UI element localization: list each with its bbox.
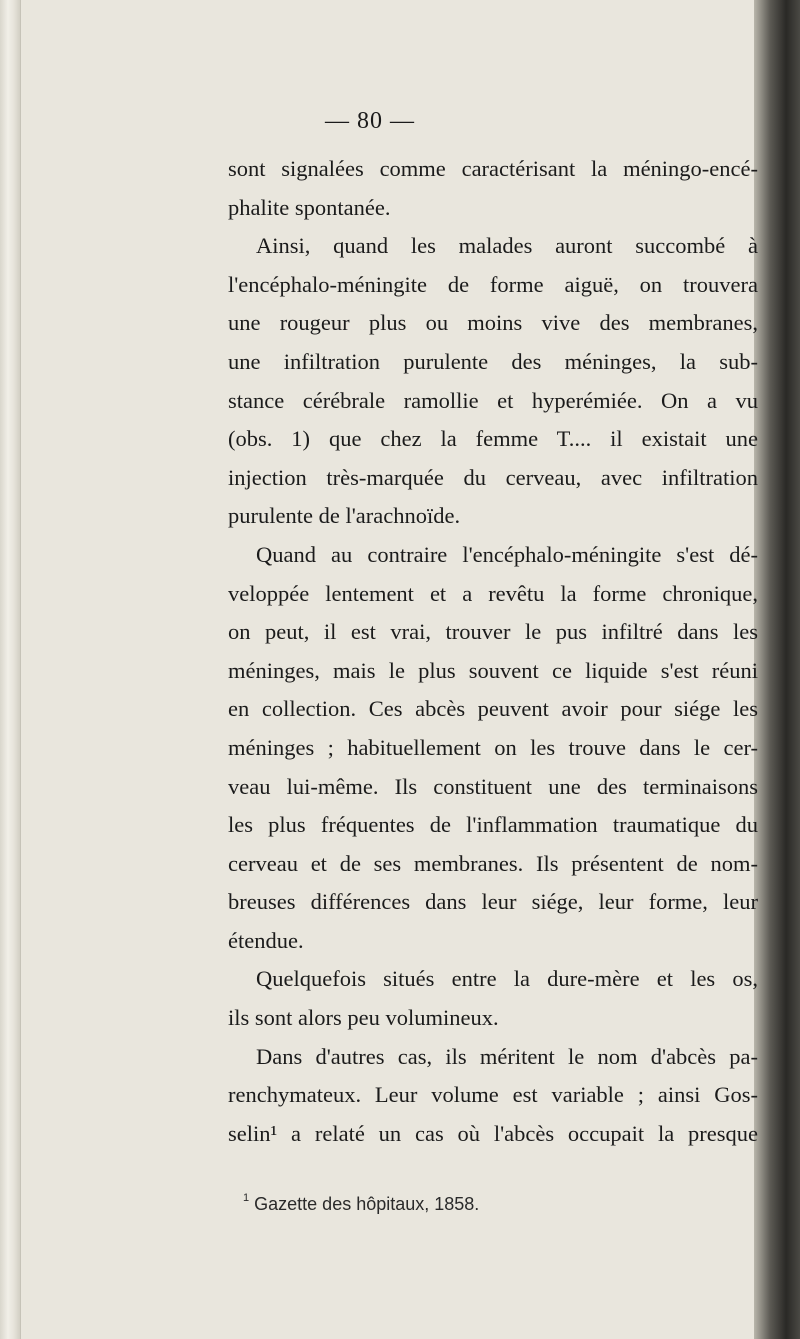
text-line: méninges ; habituellement on les trouve dans le cer- bbox=[228, 734, 758, 760]
text-line: Ainsi, quand les malades auront succombé à bbox=[256, 233, 758, 259]
text-line: breuses différences dans leur siége, leur forme, leur bbox=[228, 889, 758, 915]
right-book-edge bbox=[754, 0, 800, 1339]
text-line: Quelquefois situés entre la dure-mère et les os, bbox=[256, 966, 758, 992]
text-line: en collection. Ces abcès peuvent avoir pour siége les bbox=[228, 696, 758, 722]
text-line: méninges, mais le plus souvent ce liquide s'est réuni bbox=[228, 657, 758, 683]
body-text bbox=[228, 150, 758, 1153]
text-line: (obs. 1) que chez la femme T.... il existait une bbox=[228, 426, 758, 452]
text-line: stance cérébrale ramollie et hyperémiée. On a vu bbox=[228, 387, 758, 413]
text-line: veau lui-même. Ils constituent une des terminaisons bbox=[228, 773, 758, 799]
text-line: on peut, il est vrai, trouver le pus infiltré dans les bbox=[228, 619, 758, 645]
text-line: injection très-marquée du cerveau, avec infiltration bbox=[228, 464, 758, 490]
text-line: l'encéphalo-méningite de forme aiguë, on trouvera bbox=[228, 271, 758, 297]
text-line: phalite spontanée. bbox=[228, 194, 391, 220]
text-line: une infiltration purulente des méninges, la sub- bbox=[228, 348, 758, 374]
text-line: ils sont alors peu volumineux. bbox=[228, 1005, 499, 1031]
text-line: Dans d'autres cas, ils méritent le nom d'abcès pa- bbox=[256, 1043, 758, 1069]
text-line: Quand au contraire l'encéphalo-méningite s'est dé- bbox=[256, 541, 758, 567]
text-line: cerveau et de ses membranes. Ils présentent de nom- bbox=[228, 850, 758, 876]
footnote-marker: 1 bbox=[243, 1192, 250, 1204]
footnote-text: Gazette des hôpitaux, 1858. bbox=[254, 1194, 480, 1214]
text-line: veloppée lentement et a revêtu la forme chronique, bbox=[228, 580, 758, 606]
footnote bbox=[243, 1194, 479, 1215]
text-line: une rougeur plus ou moins vive des membranes, bbox=[228, 310, 758, 336]
text-line: purulente de l'arachnoïde. bbox=[228, 503, 461, 529]
text-line: les plus fréquentes de l'inflammation traumatique du bbox=[228, 812, 758, 838]
text-line: sont signalées comme caractérisant la méningo-encé- bbox=[228, 156, 758, 181]
text-line: étendue. bbox=[228, 927, 304, 953]
page-number: — 80 — bbox=[325, 108, 415, 134]
text-line: selin¹ a relaté un cas où l'abcès occupait la presque bbox=[228, 1120, 758, 1146]
left-page-gutter bbox=[0, 0, 21, 1339]
text-line: renchymateux. Leur volume est variable ; ainsi Gos- bbox=[228, 1082, 758, 1108]
